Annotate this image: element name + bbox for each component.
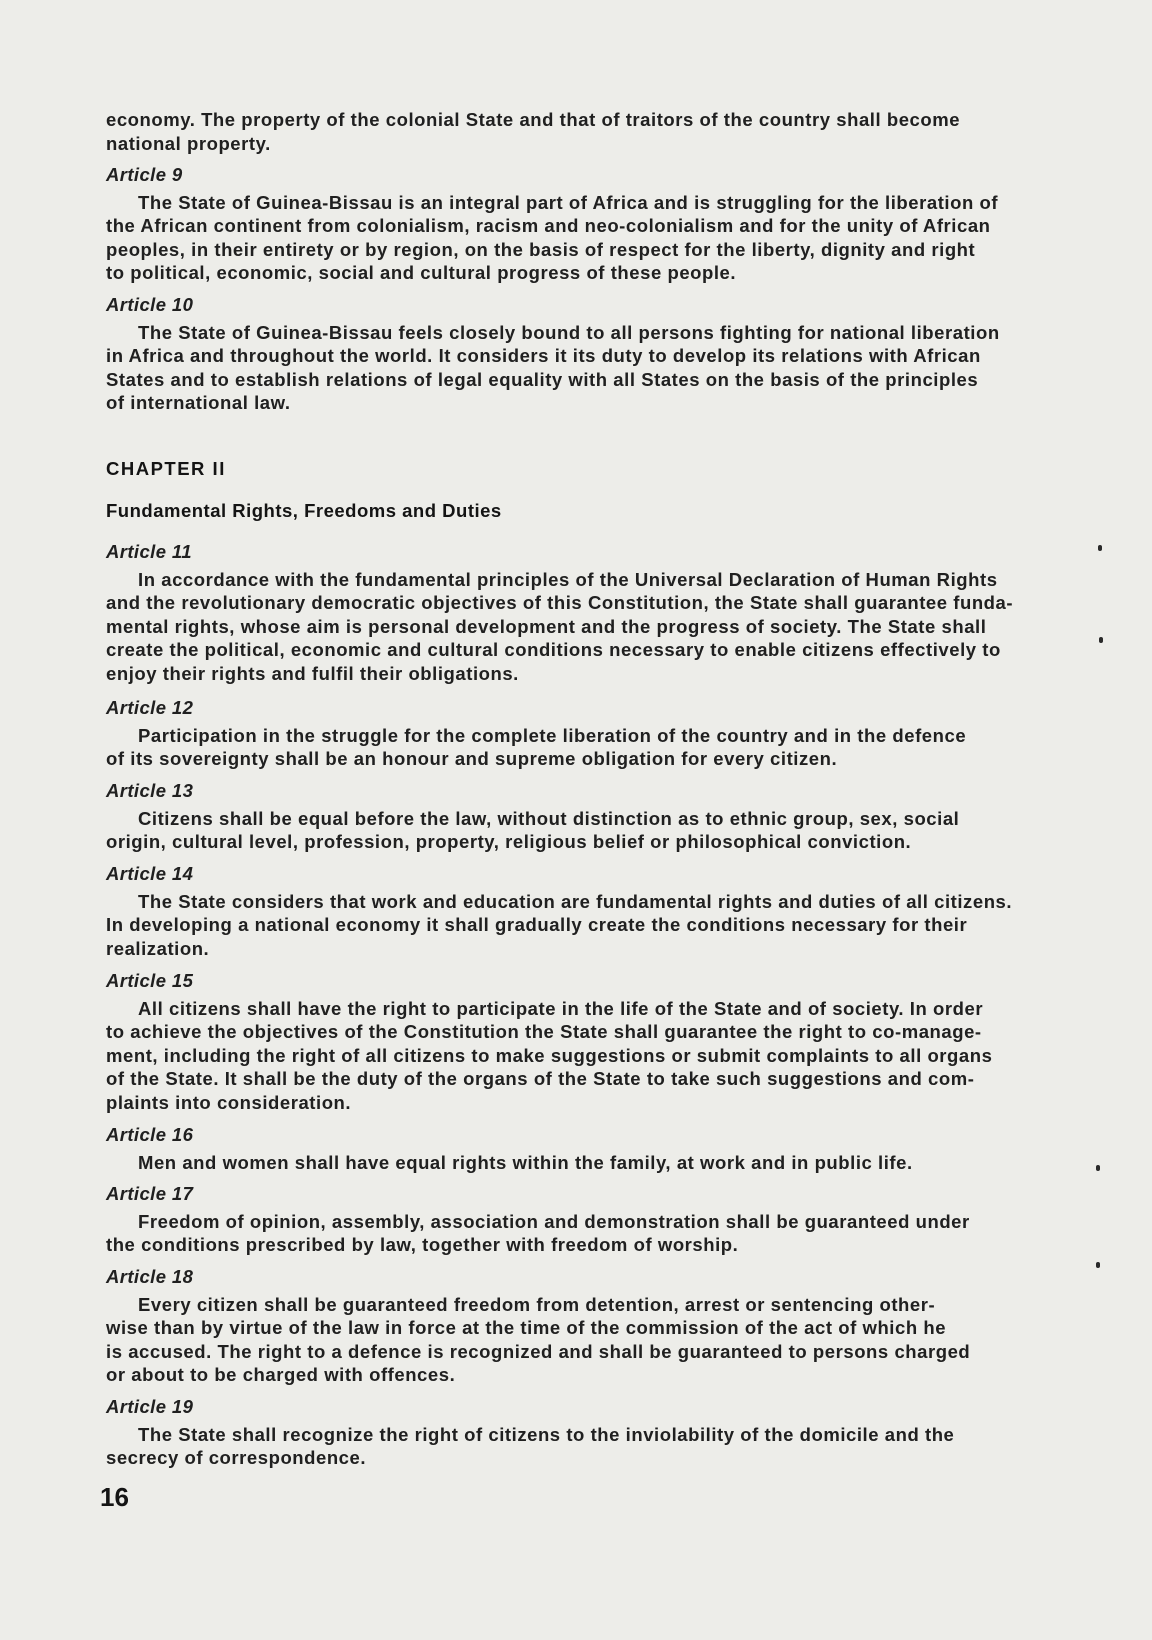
article-19	[106, 1395, 954, 1470]
article-text-line: Participation in the struggle for the complete liberation of the country and in the defence	[138, 724, 967, 746]
article-text-line: Every citizen shall be guaranteed freedom from detention, arrest or sentencing other-	[138, 1293, 936, 1315]
scan-mark	[1096, 1262, 1100, 1268]
continued-text-line: economy. The property of the colonial State and that of traitors of the country shall become	[106, 109, 961, 130]
article-heading: Article 15	[106, 970, 194, 991]
article-17	[106, 1182, 970, 1257]
chapter-subtitle: Fundamental Rights, Freedoms and Duties	[106, 500, 502, 521]
article-text-line: In developing a national economy it shall gradually create the conditions necessary for their	[106, 914, 968, 935]
article-heading: Article 11	[106, 541, 192, 562]
article-heading: Article 10	[106, 294, 194, 315]
article-11	[106, 540, 1013, 685]
article-text-line: to political, economic, social and cultural progress of these people.	[106, 262, 737, 283]
article-text-line: The State of Guinea-Bissau is an integral part of Africa and is struggling for the liberation of	[138, 191, 999, 213]
article-heading: Article 19	[106, 1396, 194, 1417]
article-text-line: secrecy of correspondence.	[106, 1447, 367, 1468]
chapter-title: CHAPTER II	[106, 458, 226, 479]
article-text-line: create the political, economic and cultural conditions necessary to enable citizens effectively to	[106, 639, 1001, 660]
article-text-line: wise than by virtue of the law in force at the time of the commission of the act of which he	[106, 1317, 947, 1338]
article-text-line: The State of Guinea-Bissau feels closely bound to all persons fighting for national liberation	[138, 321, 1000, 343]
article-13	[106, 779, 959, 854]
article-14	[106, 862, 1012, 960]
article-text-line: the conditions prescribed by law, together with freedom of worship.	[106, 1234, 739, 1255]
article-heading: Article 18	[106, 1266, 194, 1287]
continued-paragraph	[106, 108, 960, 155]
article-15	[106, 969, 992, 1114]
scan-mark	[1096, 1165, 1100, 1171]
article-text-line: peoples, in their entirety or by region, on the basis of respect for the liberty, dignity and right	[106, 238, 976, 260]
article-heading: Article 9	[106, 164, 183, 185]
article-text-line: States and to establish relations of legal equality with all States on the basis of the principles	[106, 368, 979, 390]
article-text-line: Men and women shall have equal rights within the family, at work and in public life.	[138, 1151, 913, 1173]
article-text-line: of international law.	[106, 392, 291, 413]
article-9	[106, 163, 998, 285]
article-text-line: Freedom of opinion, assembly, association and demonstration shall be guaranteed under	[138, 1210, 970, 1232]
article-heading: Article 16	[106, 1124, 194, 1145]
scan-mark	[1099, 637, 1103, 643]
scan-mark	[1098, 545, 1102, 551]
article-18	[106, 1265, 970, 1387]
article-heading: Article 13	[106, 780, 194, 801]
continued-text-line: national property.	[106, 132, 271, 154]
article-text-line: the African continent from colonialism, racism and neo-colonialism and for the unity of African	[106, 215, 991, 236]
article-text-line: All citizens shall have the right to participate in the life of the State and of society. In order	[138, 997, 984, 1019]
article-10	[106, 293, 1000, 415]
article-text-line: in Africa and throughout the world. It considers it its duty to develop its relations with African	[106, 345, 981, 366]
article-heading: Article 12	[106, 697, 194, 718]
chapter-subheading	[106, 499, 502, 523]
article-text-line: realization.	[106, 937, 210, 959]
article-text-line: In accordance with the fundamental principles of the Universal Declaration of Human Rights	[138, 568, 998, 590]
article-text-line: or about to be charged with offences.	[106, 1364, 456, 1385]
article-text-line: plaints into consideration.	[106, 1091, 352, 1113]
article-text-line: The State considers that work and education are fundamental rights and duties of all citizens.	[138, 890, 1013, 912]
article-text-line: of the State. It shall be the duty of the organs of the State to take such suggestions and com-	[106, 1068, 975, 1089]
article-16	[106, 1123, 913, 1174]
article-text-line: origin, cultural level, profession, property, religious belief or philosophical conviction.	[106, 831, 912, 852]
article-heading: Article 17	[106, 1183, 194, 1204]
article-text-line: The State shall recognize the right of citizens to the inviolability of the domicile and the	[138, 1423, 955, 1445]
article-text-line: is accused. The right to a defence is recognized and shall be guaranteed to persons charged	[106, 1340, 971, 1362]
article-text-line: to achieve the objectives of the Constitution the State shall guarantee the right to co-manage-	[106, 1021, 982, 1042]
article-text-line: enjoy their rights and fulfil their obligations.	[106, 662, 519, 684]
article-text-line: and the revolutionary democratic objectives of this Constitution, the State shall guarantee funda-	[106, 592, 1014, 613]
article-text-line: Citizens shall be equal before the law, without distinction as to ethnic group, sex, social	[138, 807, 960, 829]
article-12	[106, 696, 966, 771]
article-text-line: mental rights, whose aim is personal development and the progress of society. The State shall	[106, 615, 987, 637]
chapter-heading	[106, 457, 226, 481]
page-number: 16	[100, 1482, 129, 1512]
article-text-line: of its sovereignty shall be an honour and supreme obligation for every citizen.	[106, 748, 838, 769]
article-heading: Article 14	[106, 863, 194, 884]
article-text-line: ment, including the right of all citizens to make suggestions or submit complaints to all organs	[106, 1044, 993, 1066]
